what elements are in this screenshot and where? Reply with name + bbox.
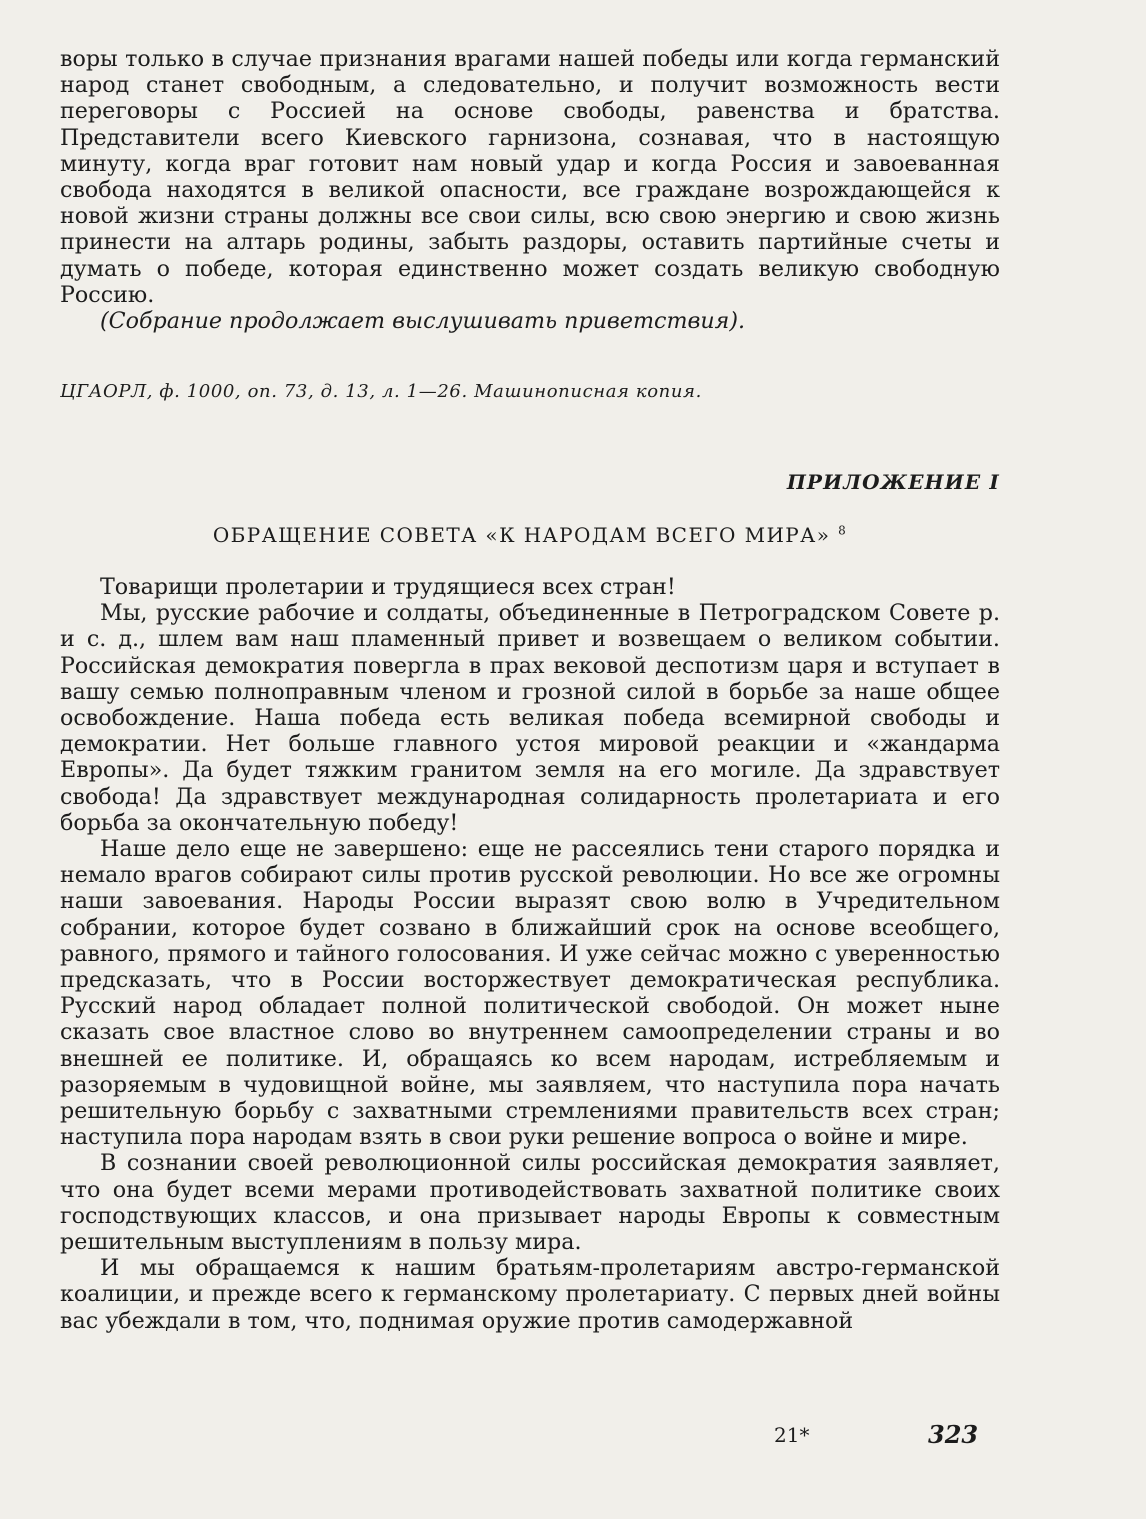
address-paragraph-3: В сознании своей революционной силы российская демократия заявляет, что она будет всеми мерами противодействовать захватной политике своих господствующих классов, и она призывает народы Европы к совместным решительным выступлениям в пользу мира. <box>60 1150 1000 1256</box>
title-footnote-marker: 8 <box>838 523 848 538</box>
document-title-text: ОБРАЩЕНИЕ СОВЕТА «К НАРОДАМ ВСЕГО МИРА» <box>212 523 831 547</box>
document-title <box>60 523 1000 547</box>
top-paragraph: воры только в случае признания врагами нашей победы или когда германский народ станет свободным, а следовательно, и получит возможность вести переговоры с Россией на основе свободы, равенства и братства. Представители всего Киевского гарнизона, сознавая, что в настоящую минуту, когда враг готовит нам новый удар и когда Россия и завоеванная свобода находятся в великой опасности, все граждане возрождающейся к новой жизни страны должны все свои силы, всю свою энергию и свою жизнь принести на алтарь родины, забыть раздоры, оставить партийные счеты и думать о победе, которая единственно может создать великую свободную Россию. <box>60 46 1000 308</box>
top-text-block <box>60 46 1000 334</box>
appendix-label: ПРИЛОЖЕНИЕ I <box>786 470 1000 494</box>
address-paragraph-1: Мы, русские рабочие и солдаты, объединенные в Петроградском Совете р. и с. д., шлем вам наш пламенный привет и возвещаем о великом событии. Российская демократия повергла в прах вековой деспотизм царя и вступает в вашу семью полноправным членом и грозной силой в борьбе за наше общее освобождение. Наша победа есть великая победа всемирной свободы и демократии. Нет больше главного устоя мировой реакции и «жандарма Европы». Да будет тяжким гранитом земля на его могиле. Да здравствует свобода! Да здравствует международная солидарность пролетариата и его борьба за окончательную победу! <box>60 600 1000 836</box>
salutation: Товарищи пролетарии и трудящиеся всех стран! <box>100 574 676 600</box>
archive-source: ЦГАОРЛ, ф. 1000, оп. 73, д. 13, л. 1—26. Машинописная копия. <box>60 381 702 402</box>
address-paragraph-4: И мы обращаемся к нашим братьям-пролетариям австро-германской коалиции, и прежде всего к германскому пролетариату. С первых дней войны вас убеждали в том, что, поднимая оружие против самодержавной <box>60 1255 1000 1334</box>
meeting-note: (Собрание продолжает выслушивать приветствия). <box>100 308 746 335</box>
page-number: 323 <box>928 1420 979 1449</box>
address-paragraph-2: Наше дело еще не завершено: еще не рассеялись тени старого порядка и немало врагов собирают силы против русской революции. Но все же огромны наши завоевания. Народы России выразят свою волю в Учредительном собрании, которое будет созвано в ближайший срок на основе всеобщего, равного, прямого и тайного голосования. И уже сейчас можно с уверенностью предсказать, что в России восторжествует демократическая республика. Русский народ обладает полной политической свободой. Он может ныне сказать свое властное слово во внутреннем самоопределении страны и во внешней ее политике. И, обращаясь ко всем народам, истребляемым и разоряемым в чудовищной войне, мы заявляем, что наступила пора начать решительную борьбу с захватными стремлениями правительств всех стран; наступила пора народам взять в свои руки решение вопроса о войне и мире. <box>60 836 1000 1151</box>
address-text-block <box>60 574 1000 1334</box>
signature-mark: 21* <box>774 1423 810 1447</box>
